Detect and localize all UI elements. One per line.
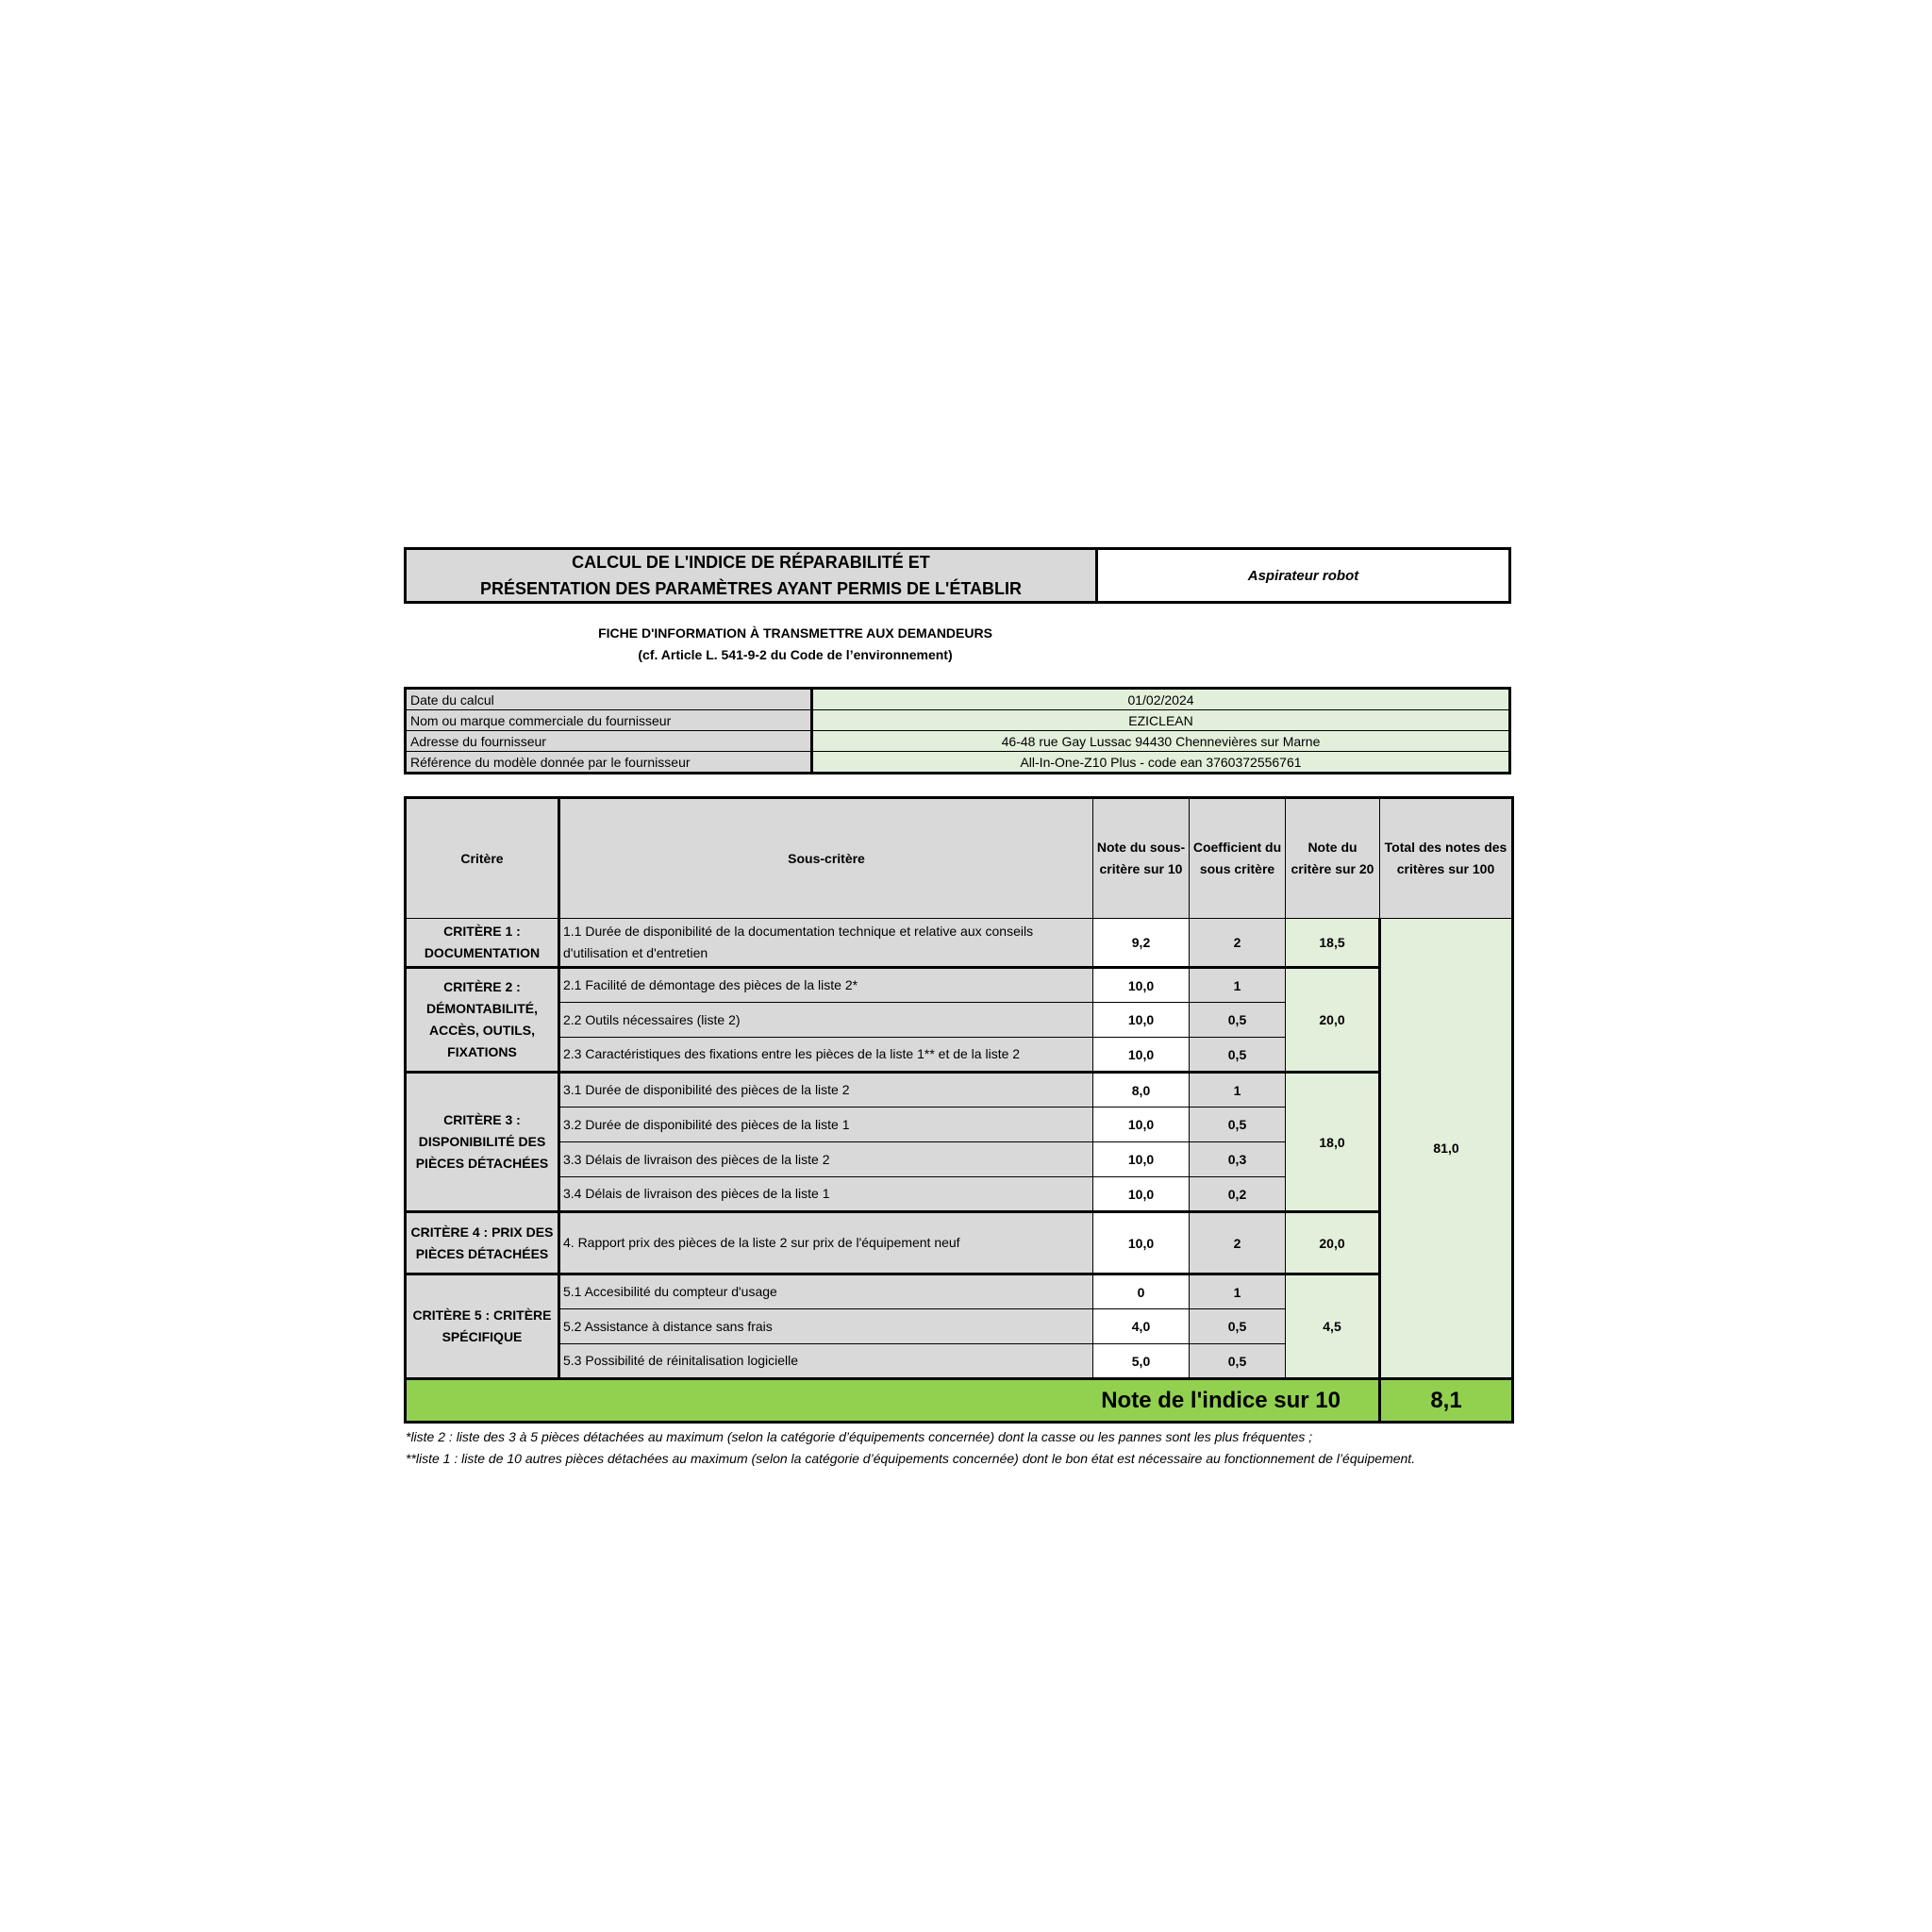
col-header-sous-critere: Sous-critère [559, 798, 1093, 919]
criterion-name: CRITÈRE 2 : DÉMONTABILITÉ, ACCÈS, OUTILS, FIXATIONS [406, 968, 559, 1073]
subcriterion-label: 2.2 Outils nécessaires (liste 2) [559, 1003, 1093, 1038]
info-row [406, 689, 1510, 710]
final-label: Note de l'indice sur 10 [406, 1379, 1380, 1423]
subcriterion-score: 8,0 [1093, 1073, 1190, 1108]
subcriterion-score: 0 [1093, 1274, 1190, 1309]
final-row [406, 1379, 1513, 1423]
subcriterion-label: 1.1 Durée de disponibilité de la documentation technique et relative aux conseils d'utilisation et d'entretien [559, 919, 1093, 968]
subcriterion-score: 5,0 [1093, 1344, 1190, 1379]
subcriterion-coef: 2 [1190, 919, 1286, 968]
subcriterion-coef: 0,5 [1190, 1038, 1286, 1073]
total-score: 81,0 [1380, 919, 1513, 1379]
subcriterion-coef: 0,5 [1190, 1309, 1286, 1344]
subcriterion-score: 10,0 [1093, 1038, 1190, 1073]
subcriterion-coef: 0,3 [1190, 1142, 1286, 1177]
subcriterion-label: 3.1 Durée de disponibilité des pièces de la liste 2 [559, 1073, 1093, 1108]
subcriterion-score: 10,0 [1093, 1108, 1190, 1142]
col-header-note-critere: Note du critère sur 20 [1286, 798, 1380, 919]
footnote-liste-1: **liste 1 : liste de 10 autres pièces détachées au maximum (selon la catégorie d’équipements concernée) dont le bon état est nécessaire au fonctionnement de l’équipement. [406, 1451, 1416, 1466]
subcriterion-score: 10,0 [1093, 968, 1190, 1003]
subtitle-line-1: FICHE D'INFORMATION À TRANSMETTRE AUX DEMANDEURS [598, 625, 992, 641]
col-header-critere: Critère [406, 798, 559, 919]
subcriterion-label: 3.4 Délais de livraison des pièces de la liste 1 [559, 1177, 1093, 1212]
info-row [406, 731, 1510, 752]
document-title [407, 550, 1098, 601]
criterion-score: 4,5 [1286, 1274, 1380, 1379]
final-score: 8,1 [1380, 1379, 1513, 1423]
info-value: EZICLEAN [812, 710, 1510, 731]
col-header-note-sous: Note du sous-critère sur 10 [1093, 798, 1190, 919]
subcriterion-coef: 0,2 [1190, 1177, 1286, 1212]
subcriterion-score: 4,0 [1093, 1309, 1190, 1344]
criteria-table [404, 796, 1514, 1424]
subcriterion-label: 3.3 Délais de livraison des pièces de la liste 2 [559, 1142, 1093, 1177]
supplier-info-table [404, 687, 1511, 774]
criterion-name: CRITÈRE 3 : DISPONIBILITÉ DES PIÈCES DÉTACHÉES [406, 1073, 559, 1212]
info-label: Adresse du fournisseur [406, 731, 812, 752]
subcriterion-score: 10,0 [1093, 1177, 1190, 1212]
subcriterion-label: 2.1 Facilité de démontage des pièces de la liste 2* [559, 968, 1093, 1003]
subcriterion-coef: 2 [1190, 1212, 1286, 1274]
subcriterion-coef: 0,5 [1190, 1003, 1286, 1038]
subcriterion-coef: 1 [1190, 1274, 1286, 1309]
criterion-name: CRITÈRE 4 : PRIX DES PIÈCES DÉTACHÉES [406, 1212, 559, 1274]
table-row [406, 1212, 1513, 1274]
info-label: Nom ou marque commerciale du fournisseur [406, 710, 812, 731]
title-line-2: PRÉSENTATION DES PARAMÈTRES AYANT PERMIS DE L'ÉTABLIR [479, 579, 1022, 598]
info-label: Date du calcul [406, 689, 812, 710]
table-row [406, 1274, 1513, 1309]
subcriterion-coef: 1 [1190, 968, 1286, 1003]
subcriterion-score: 10,0 [1093, 1003, 1190, 1038]
subcriterion-label: 5.2 Assistance à distance sans frais [559, 1309, 1093, 1344]
col-header-coef: Coefficient du sous critère [1190, 798, 1286, 919]
table-row [406, 968, 1513, 1003]
info-row [406, 752, 1510, 774]
criterion-score: 18,5 [1286, 919, 1380, 968]
info-value: All-In-One-Z10 Plus - code ean 3760372556761 [812, 752, 1510, 774]
subcriterion-label: 3.2 Durée de disponibilité des pièces de la liste 1 [559, 1108, 1093, 1142]
subcriterion-coef: 0,5 [1190, 1344, 1286, 1379]
info-label: Référence du modèle donnée par le fournisseur [406, 752, 812, 774]
subcriterion-score: 10,0 [1093, 1212, 1190, 1274]
product-type: Aspirateur robot [1098, 550, 1508, 601]
title-line-1: CALCUL DE L'INDICE DE RÉPARABILITÉ ET [572, 553, 930, 572]
subtitle-line-2: (cf. Article L. 541-9-2 du Code de l’environnement) [638, 647, 953, 662]
header-row [406, 798, 1513, 919]
info-value: 01/02/2024 [812, 689, 1510, 710]
footnote-liste-2: *liste 2 : liste des 3 à 5 pièces détachées au maximum (selon la catégorie d’équipements concernée) dont la casse ou les pannes sont les plus fréquentes ; [406, 1429, 1313, 1444]
criterion-name: CRITÈRE 5 : CRITÈRE SPÉCIFIQUE [406, 1274, 559, 1379]
subcriterion-label: 5.1 Accesibilité du compteur d'usage [559, 1274, 1093, 1309]
subcriterion-label: 4. Rapport prix des pièces de la liste 2 sur prix de l'équipement neuf [559, 1212, 1093, 1274]
info-row [406, 710, 1510, 731]
subcriterion-coef: 0,5 [1190, 1108, 1286, 1142]
subtitle [404, 623, 1187, 666]
footnotes [406, 1426, 1509, 1470]
table-row [406, 919, 1513, 968]
subcriterion-coef: 1 [1190, 1073, 1286, 1108]
col-header-total: Total des notes des critères sur 100 [1380, 798, 1513, 919]
subcriterion-label: 2.3 Caractéristiques des fixations entre les pièces de la liste 1** et de la liste 2 [559, 1038, 1093, 1073]
info-value: 46-48 rue Gay Lussac 94430 Chennevières sur Marne [812, 731, 1510, 752]
criterion-score: 20,0 [1286, 1212, 1380, 1274]
criterion-score: 20,0 [1286, 968, 1380, 1073]
table-row [406, 1073, 1513, 1108]
subcriterion-label: 5.3 Possibilité de réinitalisation logicielle [559, 1344, 1093, 1379]
subcriterion-score: 10,0 [1093, 1142, 1190, 1177]
title-block [404, 547, 1511, 604]
subcriterion-score: 9,2 [1093, 919, 1190, 968]
criterion-name: CRITÈRE 1 : DOCUMENTATION [406, 919, 559, 968]
criterion-score: 18,0 [1286, 1073, 1380, 1212]
